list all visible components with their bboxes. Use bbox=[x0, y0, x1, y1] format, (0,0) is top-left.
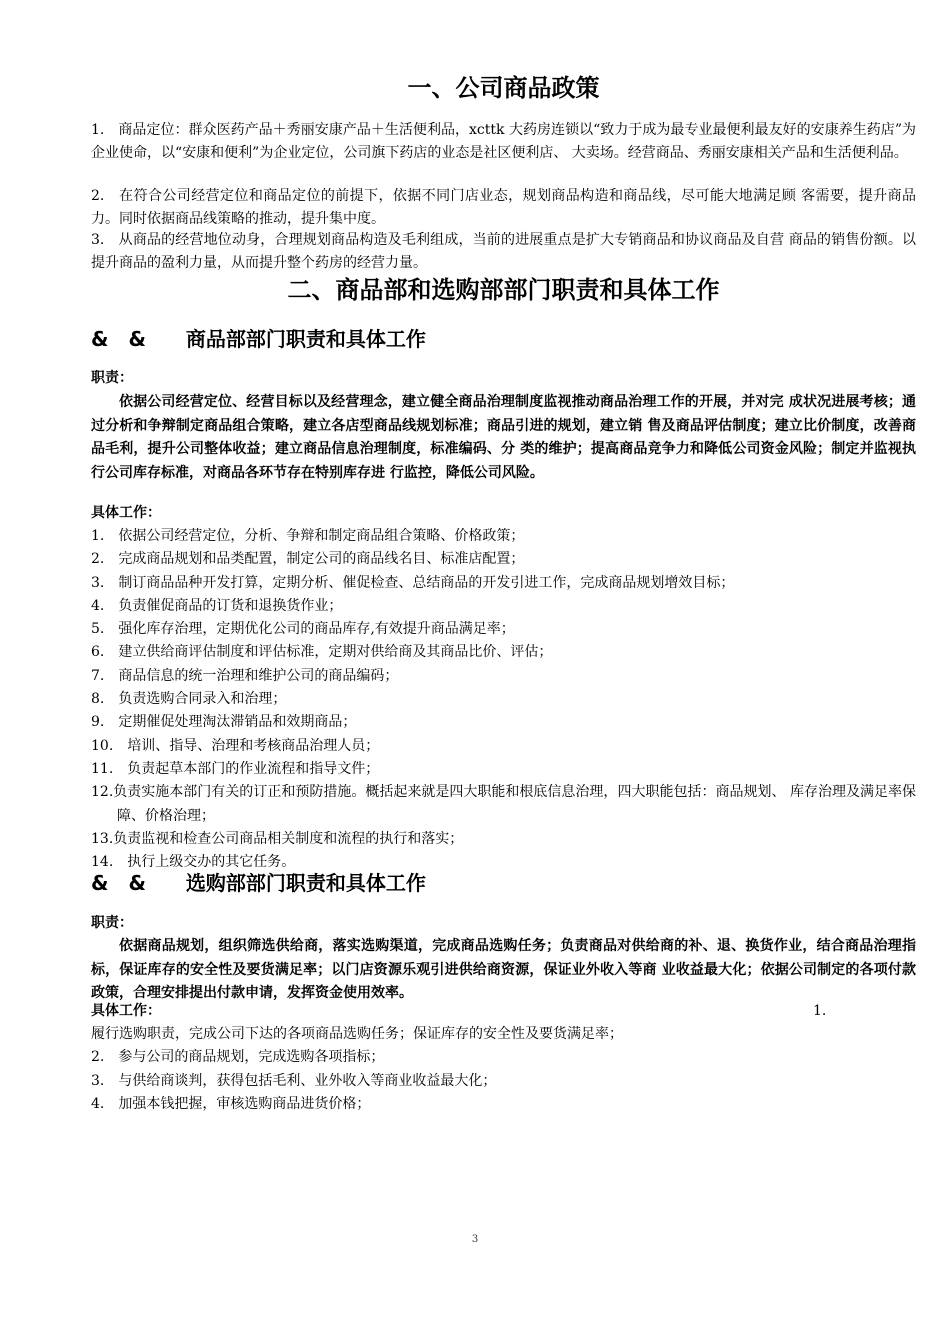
sub2-duty-text: 依据商品规划，组织筛选供给商，落实选购渠道，完成商品选购任务；负责商品对供给商的补、退、换货作业，结合商品治理指标，保证库存的安全性及要货满足率；以门店资源乐观引进供给商资源，保证业外收入等商 业收益最大化；依据公司制定的各项付款政策，合理安排提出付款申请，发挥资金使用效率。 bbox=[91, 938, 916, 1001]
page-number: 3 bbox=[471, 1234, 479, 1245]
sub1-work-list bbox=[91, 525, 916, 874]
list-item: 12.负责实施本部门有关的订正和预防措施。概括起来就是四大职能和根底信息治理，四大职能包括：商品规划、 库存治理及满足率保障、价格治理； bbox=[91, 784, 916, 824]
sub1-duty-label: 职责： bbox=[91, 370, 133, 386]
sub2-heading: & & 选购部部门职责和具体工作 bbox=[91, 871, 426, 895]
list-item: 14. 执行上级交办的其它任务。 bbox=[91, 854, 296, 871]
sub2-duty-label: 职责： bbox=[91, 915, 133, 931]
list-item: 履行选购职责，完成公司下达的各项商品选购任务；保证库存的安全性及要货满足率； bbox=[91, 1026, 623, 1042]
sub1-duty-text: 依据公司经营定位、经营目标以及经营理念，建立健全商品治理制度监视推动商品治理工作的开展，并对完 成状况进展考核；通过分析和争辩制定商品组合策略，建立各店型商品线规划标准；商品引进的规划，建立销 售及商品评估制度；建立比价制度，改善商品毛利，提升公司整体收益；建立商品信息治理制度，标准编码、分 类的维护；提高商品竞争力和降低公司资金风险；制定并监视执行公司库存标准，对商品各环节存在特别库存进 行监控，降低公司风险。 bbox=[91, 394, 916, 481]
list-item: 1. 依据公司经营定位，分析、争辩和制定商品组合策略、价格政策； bbox=[91, 528, 525, 544]
section2-title: 二、商品部和选购部部门职责和具体工作 bbox=[287, 276, 720, 304]
list-item: 5. 强化库存治理，定期优化公司的商品库存,有效提升商品满足率； bbox=[91, 621, 515, 638]
list-item: 2. 参与公司的商品规划，完成选购各项指标； bbox=[91, 1049, 385, 1066]
list-item: 13.负责监视和检查公司商品相关制度和流程的执行和落实； bbox=[91, 830, 464, 847]
list-item: 3. 与供给商谈判，获得包括毛利、业外收入等商业收益最大化； bbox=[91, 1072, 497, 1089]
list-item: 4. 负责催促商品的订货和退换货作业； bbox=[91, 597, 343, 614]
list-item: 7. 商品信息的统一治理和维护公司的商品编码； bbox=[91, 667, 399, 684]
section1-title: 一、公司商品政策 bbox=[407, 74, 600, 102]
section1-paragraph-1: 1. 商品定位：群众医药产品＋秀丽安康产品＋生活便利品，xcttk 大药房连锁以“致力于成为最专业最便利最友好的安康养生药店”为企业使命，以“安康和便利”为企业定位，公司旗下药店的业态是社区便利店、 大卖场。经营商品、秀丽安康相关产品和生活便利品。 bbox=[91, 122, 916, 161]
list-item: 6. 建立供给商评估制度和评估标准，定期对供给商及其商品比价、评估； bbox=[91, 644, 553, 661]
list-item: 3. 制订商品品种开发打算，定期分析、催促检查、总结商品的开发引进工作，完成商品规划增效目标； bbox=[91, 574, 735, 591]
list-item: 10. 培训、指导、治理和考核商品治理人员； bbox=[91, 737, 380, 754]
sub2-work-list bbox=[91, 1023, 916, 1116]
sub1-work-label: 具体工作： bbox=[91, 505, 161, 521]
section1-paragraph-3: 3. 从商品的经营地位动身，合理规划商品构造及毛利组成，当前的进展重点是扩大专销商品和协议商品及自营 商品的销售份额。以提升商品的盈利力量，从而提升整个药房的经营力量。 bbox=[91, 232, 916, 271]
sub1-heading: & & 商品部部门职责和具体工作 bbox=[91, 327, 426, 351]
section1-paragraph-2: 2. 在符合公司经营定位和商品定位的前提下，依据不同门店业态，规划商品构造和商品线，尽可能大地满足顾 客需要，提升商品力。同时依据商品线策略的推动，提升集中度。 bbox=[91, 188, 916, 227]
list-item: 8. 负责选购合同录入和治理； bbox=[91, 691, 287, 708]
sub2-work-label: 具体工作： bbox=[91, 1003, 161, 1019]
list-item: 4. 加强本钱把握，审核选购商品进货价格； bbox=[91, 1095, 371, 1112]
list-item: 11. 负责起草本部门的作业流程和指导文件； bbox=[91, 760, 380, 777]
list-item: 9. 定期催促处理淘汰滞销品和效期商品； bbox=[91, 714, 357, 731]
sub2-first-item-number: 1. bbox=[813, 1003, 827, 1019]
list-item: 2. 完成商品规划和品类配置，制定公司的商品线名目、标准店配置； bbox=[91, 551, 525, 568]
